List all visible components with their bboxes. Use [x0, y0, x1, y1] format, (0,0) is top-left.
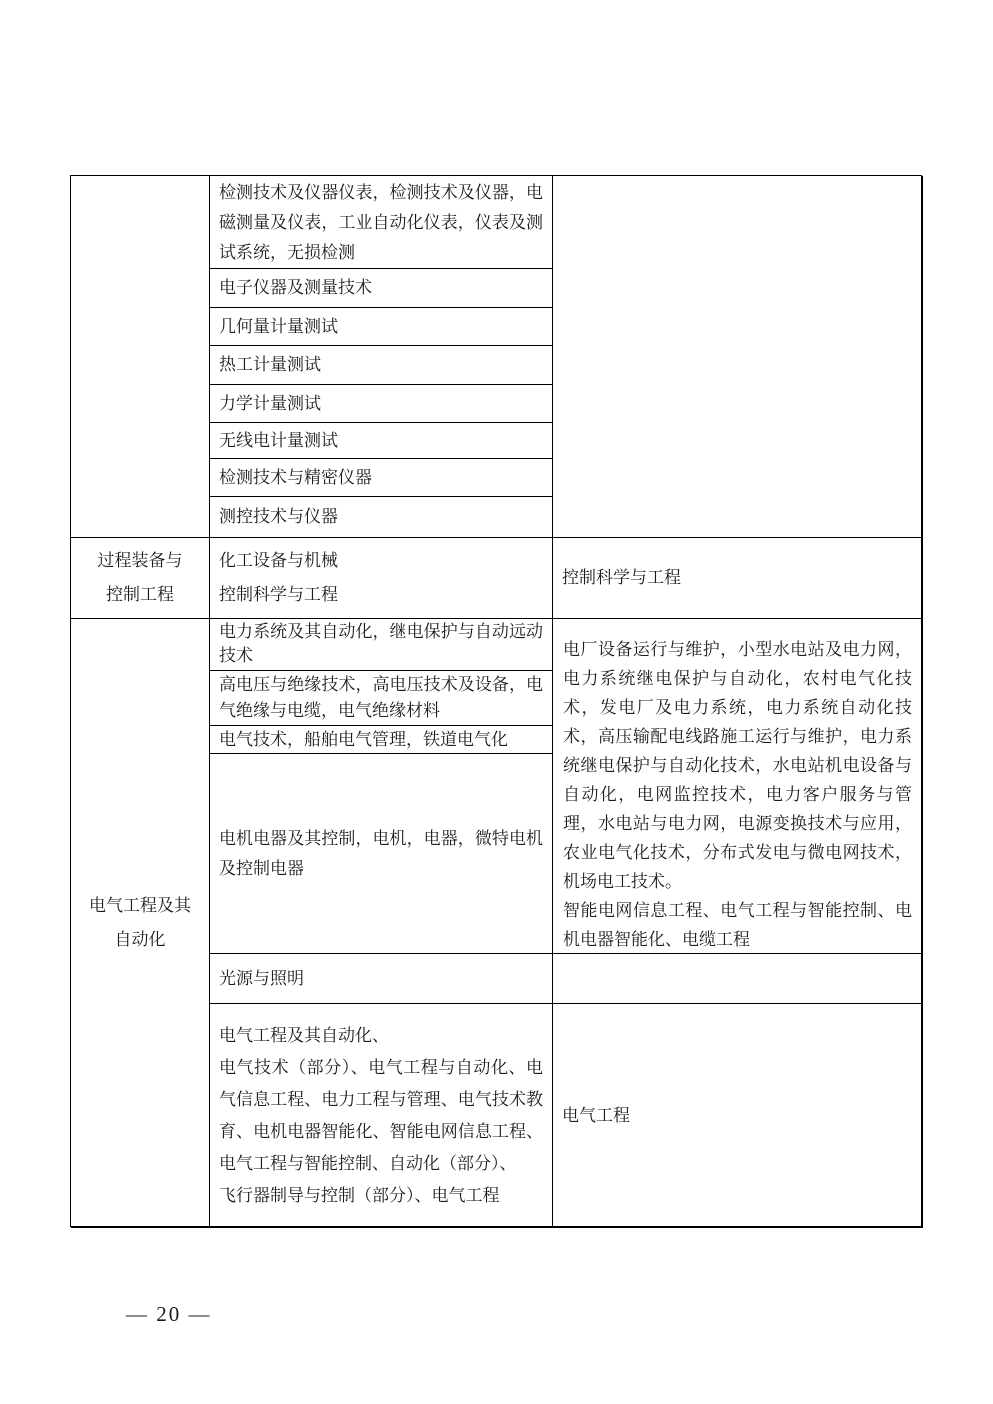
category-line: 电气工程及其 — [89, 896, 191, 915]
discipline-table — [70, 175, 922, 1227]
cell-specialty-measurement-control: 测控技术与仪器 — [210, 497, 553, 538]
cell-specialty-radio-metrology: 无线电计量测试 — [210, 423, 553, 459]
cell-specialty-electronic-instruments: 电子仪器及测量技术 — [210, 269, 553, 308]
cell-related-power-specialties — [553, 619, 923, 954]
cell-specialty-light-source-illumination: 光源与照明 — [210, 954, 553, 1004]
cell-specialty-high-voltage-insulation: 高电压与绝缘技术，高电压技术及设备，电气绝缘与电缆，电气绝缘材料 — [210, 671, 553, 726]
cell-category-process-equipment — [71, 538, 210, 619]
cell-specialty-electrical-engineering-list — [210, 1004, 553, 1228]
cell-related-empty-top — [553, 176, 923, 538]
cell-category-electrical-engineering — [71, 619, 210, 1228]
cell-related-control-science: 控制科学与工程 — [553, 538, 923, 619]
specialty-line: 控制科学与工程 — [219, 585, 338, 604]
cell-specialty-precision-instruments: 检测技术与精密仪器 — [210, 459, 553, 497]
category-line: 过程装备与 — [97, 551, 183, 570]
cell-specialty-motors-appliances: 电机电器及其控制，电机，电器，微特电机及控制电器 — [210, 754, 553, 954]
related-paragraph: 电厂设备运行与维护，小型水电站及电力网，电力系统继电保护与自动化，农村电气化技术，发电厂及电力系统，电力系统自动化技术，高压输配电线路施工运行与维护，电力系统继电保护与自动化技术，水电站机电设备与自动化，电网监控技术，电力客户服务与管理，水电站与电力网，电源变换技术与应用，农业电气化技术，分布式发电与微电网技术，机场电工技术。 — [563, 640, 912, 891]
category-line: 控制工程 — [106, 585, 174, 604]
specialty-line: 电气技术（部分）、电气工程与自动化、电气信息工程、电力工程与管理、电气技术教育、电机电器智能化、智能电网信息工程、电气工程与智能控制、自动化（部分）、 — [219, 1057, 543, 1173]
specialty-line: 化工设备与机械 — [219, 551, 338, 570]
cell-specialty-electrical-technology: 电气技术，船舶电气管理，铁道电气化 — [210, 726, 553, 754]
cell-specialty-geometric-metrology: 几何量计量测试 — [210, 308, 553, 346]
cell-related-electrical-engineering: 电气工程 — [553, 1004, 923, 1228]
cell-specialty-detection-instruments: 检测技术及仪器仪表，检测技术及仪器，电磁测量及仪表，工业自动化仪表，仪表及测试系统，无损检测 — [210, 176, 553, 269]
related-paragraph: 智能电网信息工程、电气工程与智能控制、电机电器智能化、电缆工程 — [563, 901, 912, 949]
specialty-line: 飞行器制导与控制（部分）、电气工程 — [219, 1185, 500, 1205]
cell-category-empty-top — [71, 176, 210, 538]
specialty-line: 电气工程及其自动化、 — [219, 1025, 389, 1045]
cell-specialty-mechanics-metrology: 力学计量测试 — [210, 385, 553, 423]
cell-related-empty-middle — [553, 954, 923, 1004]
page-number: — 20 — — [126, 1302, 212, 1326]
category-line: 自动化 — [114, 930, 166, 949]
cell-specialty-thermal-metrology: 热工计量测试 — [210, 346, 553, 385]
cell-specialty-power-system-automation: 电力系统及其自动化，继电保护与自动远动技术 — [210, 619, 553, 671]
cell-specialty-chemical-equipment — [210, 538, 553, 619]
